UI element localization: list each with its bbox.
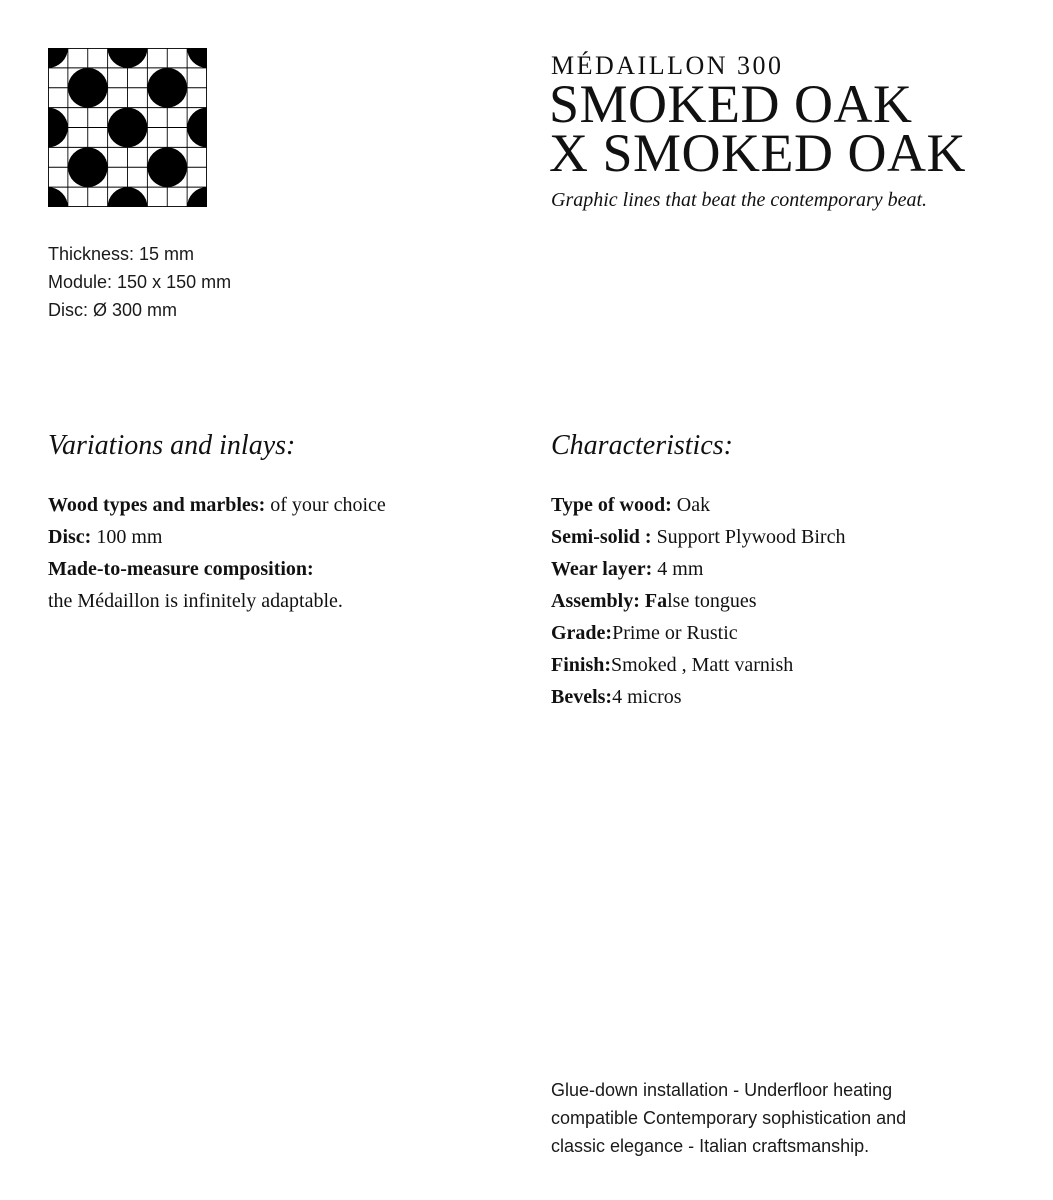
characteristic-label: Finish: <box>551 654 612 676</box>
characteristic-label: Semi-solid : <box>551 526 652 548</box>
characteristic-value: lse tongues <box>667 590 757 612</box>
characteristic-row <box>551 489 845 521</box>
variation-value: 100 mm <box>91 526 163 548</box>
variation-row <box>48 553 386 585</box>
characteristics-list <box>551 489 845 713</box>
characteristics-heading: Characteristics: <box>551 430 733 461</box>
spec-list <box>48 240 231 324</box>
characteristic-row <box>551 681 845 713</box>
variations-heading: Variations and inlays: <box>48 430 296 461</box>
variation-label: Disc: <box>48 526 92 548</box>
variation-value: of your choice <box>265 494 386 516</box>
characteristic-row <box>551 553 845 585</box>
characteristic-value: Smoked , Matt varnish <box>611 654 794 676</box>
characteristic-value: Prime or Rustic <box>612 622 738 644</box>
spec-module: Module: 150 x 150 mm <box>48 272 232 292</box>
characteristic-row <box>551 617 845 649</box>
variation-row <box>48 489 386 521</box>
variation-note: the Médaillon is infinitely adaptable. <box>48 590 343 612</box>
characteristic-value: 4 mm <box>652 558 704 580</box>
tagline: Graphic lines that beat the contemporary beat. <box>551 189 928 211</box>
characteristic-row <box>551 585 845 617</box>
characteristic-label: Bevels: <box>551 686 613 708</box>
variation-label: Made-to-measure composition: <box>48 558 314 580</box>
product-title <box>549 74 967 183</box>
characteristic-label: Type of wood: <box>551 494 672 516</box>
variations-list <box>48 489 386 617</box>
characteristic-value: 4 micros <box>612 686 682 708</box>
variation-row <box>48 521 386 553</box>
footer-note: Glue-down installation - Underfloor heating compatible Contemporary sophistication and classic elegance - Italian craftsmanship. <box>551 1080 907 1156</box>
spec-disc: Disc: Ø 300 mm <box>48 300 178 320</box>
medallion-pattern-icon <box>48 48 207 207</box>
characteristic-row <box>551 521 845 553</box>
characteristic-row <box>551 649 845 681</box>
characteristic-label: Grade: <box>551 622 613 644</box>
spec-thickness: Thickness: 15 mm <box>48 244 195 264</box>
characteristic-label: Assembly: Fa <box>551 590 668 612</box>
characteristic-value: Support Plywood Birch <box>651 526 846 548</box>
title-line-1: SMOKED OAK <box>549 74 913 134</box>
title-line-2: X SMOKED OAK <box>549 123 967 183</box>
characteristic-label: Wear layer: <box>551 558 653 580</box>
characteristic-value: Oak <box>671 494 711 516</box>
variation-label: Wood types and marbles: <box>48 494 266 516</box>
series-name: MÉDAILLON 300 <box>551 51 784 80</box>
